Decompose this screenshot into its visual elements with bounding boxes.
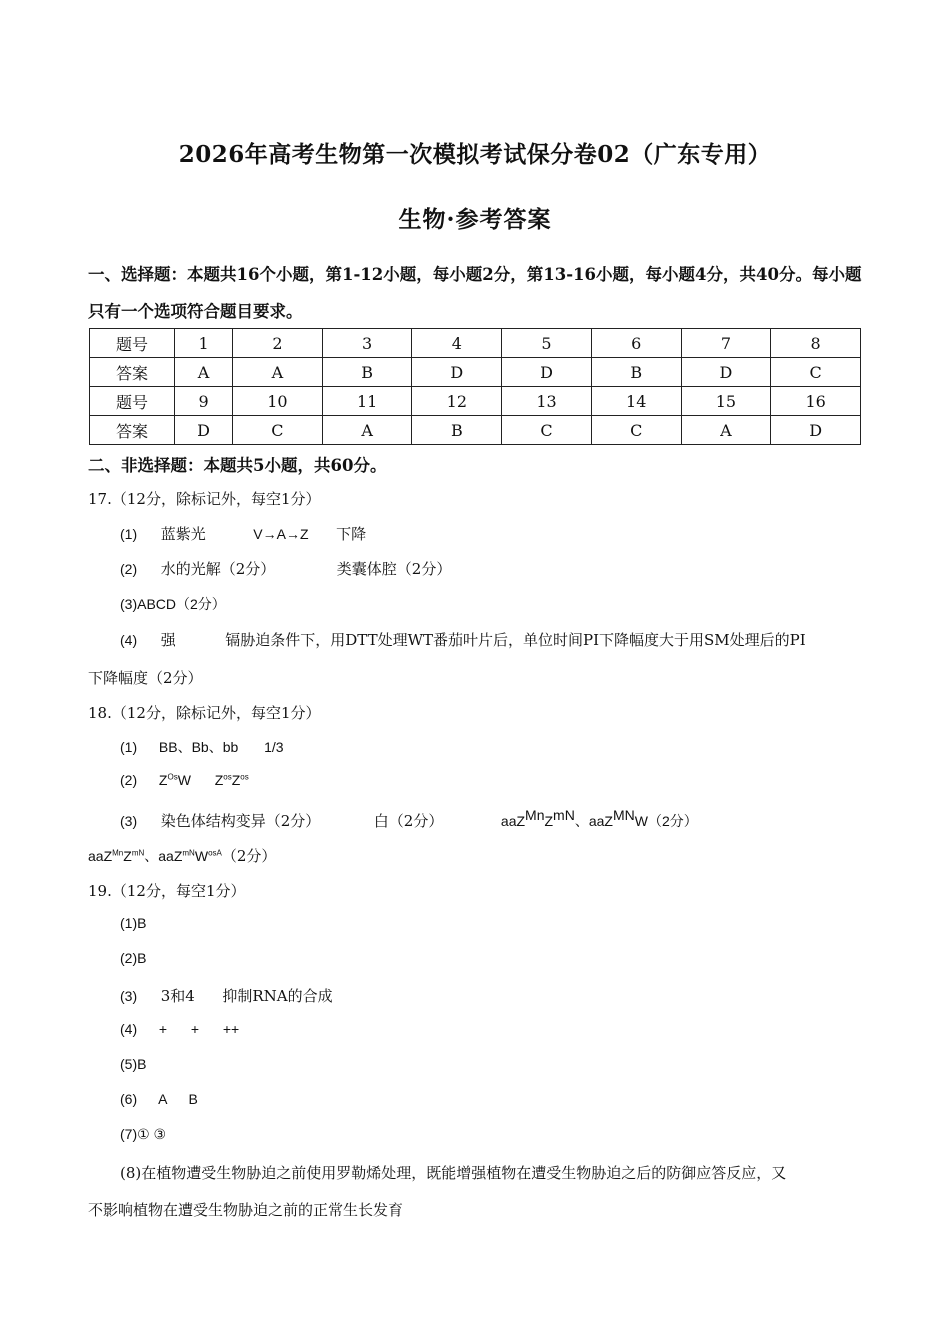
table-cell: 3 <box>322 329 412 358</box>
answer-number: (4) <box>120 632 138 648</box>
table-row <box>90 387 861 416</box>
q19-answer-1: (1)B <box>120 915 147 931</box>
genotype-text: aaZ <box>88 848 113 864</box>
answer-text: V→A→Z <box>253 526 309 542</box>
table-cell: D <box>502 358 592 387</box>
genotype-text: （2分） <box>221 847 277 865</box>
table-cell: 6 <box>591 329 681 358</box>
table-cell: 15 <box>681 387 771 416</box>
table-row <box>90 416 861 445</box>
table-cell: B <box>591 358 681 387</box>
answer-text: + <box>158 1021 168 1037</box>
table-cell: 1 <box>175 329 233 358</box>
table-cell: A <box>175 358 233 387</box>
table-cell: 9 <box>175 387 233 416</box>
q19-answer-8-cont: 不影响植物在遭受生物胁迫之前的正常生长发育 <box>88 1201 404 1219</box>
answer-text: 1/3 <box>264 739 284 755</box>
superscript: os <box>223 772 232 782</box>
answer-text: 水的光解（2分） <box>160 560 276 578</box>
table-cell: D <box>412 358 502 387</box>
table-cell: 7 <box>681 329 771 358</box>
answer-text: A <box>158 1091 167 1107</box>
answer-number: (1) <box>120 526 138 542</box>
genotype-text: Z <box>123 848 132 864</box>
table-cell: 10 <box>233 387 323 416</box>
q17-answer-4 <box>120 629 806 650</box>
section2-heading: 二、非选择题：本题共5小题，共60分。 <box>88 456 387 475</box>
table-cell: C <box>502 416 592 445</box>
table-cell: 2 <box>233 329 323 358</box>
answer-text: BB、Bb、bb <box>158 739 239 755</box>
genotype-text: W（2分） <box>634 813 698 829</box>
page-subtitle: 生物·参考答案 <box>398 206 552 233</box>
superscript: mN <box>131 848 145 858</box>
genotype-text: 、aaZ <box>574 813 613 829</box>
superscript: MN <box>612 807 635 823</box>
answer-number: (3) <box>120 988 138 1004</box>
superscript: Os <box>167 772 178 782</box>
q19-answer-7: (7)① ③ <box>120 1126 167 1142</box>
section1-heading: 一、选择题：本题共16个小题，第1-12小题，每小题2分，第13-16小题，每小题4分，共40分。每小题只有一个选项符合题目要求。 <box>88 265 862 321</box>
q18-answer-3-cont <box>88 845 276 866</box>
answer-number: (2) <box>120 772 138 788</box>
table-cell: 16 <box>771 387 861 416</box>
answer-number: (2) <box>120 561 138 577</box>
row-label: 答案 <box>90 358 175 387</box>
q18-heading: 18.（12分，除标记外，每空1分） <box>88 704 321 722</box>
superscript: osA <box>208 848 222 858</box>
q17-answer-1 <box>120 523 366 544</box>
table-cell: C <box>591 416 681 445</box>
answer-number: (6) <box>120 1091 138 1107</box>
answer-text: 镉胁迫条件下，用DTT处理WT番茄叶片后，单位时间PI下降幅度大于用SM处理后的PI <box>225 631 806 649</box>
table-cell: 13 <box>502 387 592 416</box>
q18-answer-1 <box>120 737 284 757</box>
answer-text: ++ <box>222 1021 240 1037</box>
table-cell: D <box>681 358 771 387</box>
q17-answer-2 <box>120 558 451 579</box>
row-label: 答案 <box>90 416 175 445</box>
genotype-text: W <box>194 848 209 864</box>
answer-text: 类囊体腔（2分） <box>336 560 452 578</box>
q18-answer-2 <box>120 772 249 788</box>
genotype-text: Z <box>158 772 168 788</box>
q19-answer-4 <box>120 1021 239 1037</box>
page-title: 2026年高考生物第一次模拟考试保分卷02（广东专用） <box>178 141 772 168</box>
superscript: Mn <box>112 848 124 858</box>
genotype-text: Z <box>231 772 241 788</box>
q19-answer-5: (5)B <box>120 1056 147 1072</box>
q19-answer-2: (2)B <box>120 950 147 966</box>
table-cell: 4 <box>412 329 502 358</box>
q17-heading: 17.（12分，除标记外，每空1分） <box>88 490 321 508</box>
table-cell: C <box>771 358 861 387</box>
row-label: 题号 <box>90 387 175 416</box>
row-label: 题号 <box>90 329 175 358</box>
q17-answer-3: (3)ABCD（2分） <box>120 596 226 612</box>
q19-heading: 19.（12分，每空1分） <box>88 882 246 900</box>
genotype-text: W <box>177 772 191 788</box>
superscript: mN <box>182 848 195 858</box>
table-cell: A <box>233 358 323 387</box>
table-cell: 11 <box>322 387 412 416</box>
answer-text: 下降 <box>336 525 367 543</box>
answer-text: + <box>190 1021 200 1037</box>
genotype-text: Z <box>544 813 554 829</box>
superscript: Mn <box>525 807 545 823</box>
table-cell: C <box>233 416 323 445</box>
answer-number: (1) <box>120 739 138 755</box>
answer-table <box>89 328 861 445</box>
q19-answer-6 <box>120 1091 198 1107</box>
q19-answer-3 <box>120 985 333 1006</box>
genotype-text: 、aaZ <box>144 848 183 864</box>
table-cell: 8 <box>771 329 861 358</box>
table-cell: D <box>771 416 861 445</box>
answer-text: B <box>188 1091 198 1107</box>
superscript: mN <box>553 807 575 823</box>
answer-text: 蓝紫光 <box>160 525 206 543</box>
answer-text: 强 <box>160 631 176 649</box>
q17-answer-4-cont: 下降幅度（2分） <box>88 669 203 687</box>
table-cell: 14 <box>591 387 681 416</box>
q19-answer-8: (8)在植物遭受生物胁迫之前使用罗勒烯处理，既能增强植物在遭受生物胁迫之后的防御应答反应，又 <box>120 1164 787 1182</box>
genotype-text: aaZ <box>500 813 526 829</box>
q18-answer-3 <box>120 807 698 831</box>
answer-number: (4) <box>120 1021 138 1037</box>
genotype-text: Z <box>214 772 224 788</box>
table-cell: 5 <box>502 329 592 358</box>
table-cell: B <box>322 358 412 387</box>
table-cell: A <box>681 416 771 445</box>
answer-number: (3) <box>120 813 138 829</box>
answer-text: 抑制RNA的合成 <box>222 987 333 1005</box>
table-cell: 12 <box>412 387 502 416</box>
table-row <box>90 329 861 358</box>
answer-text: 白（2分） <box>373 812 444 830</box>
answer-text: 3和4 <box>160 987 195 1005</box>
table-cell: A <box>322 416 412 445</box>
superscript: os <box>240 772 249 782</box>
table-cell: B <box>412 416 502 445</box>
answer-text: 染色体结构变异（2分） <box>160 812 321 830</box>
table-cell: D <box>175 416 233 445</box>
table-row <box>90 358 861 387</box>
